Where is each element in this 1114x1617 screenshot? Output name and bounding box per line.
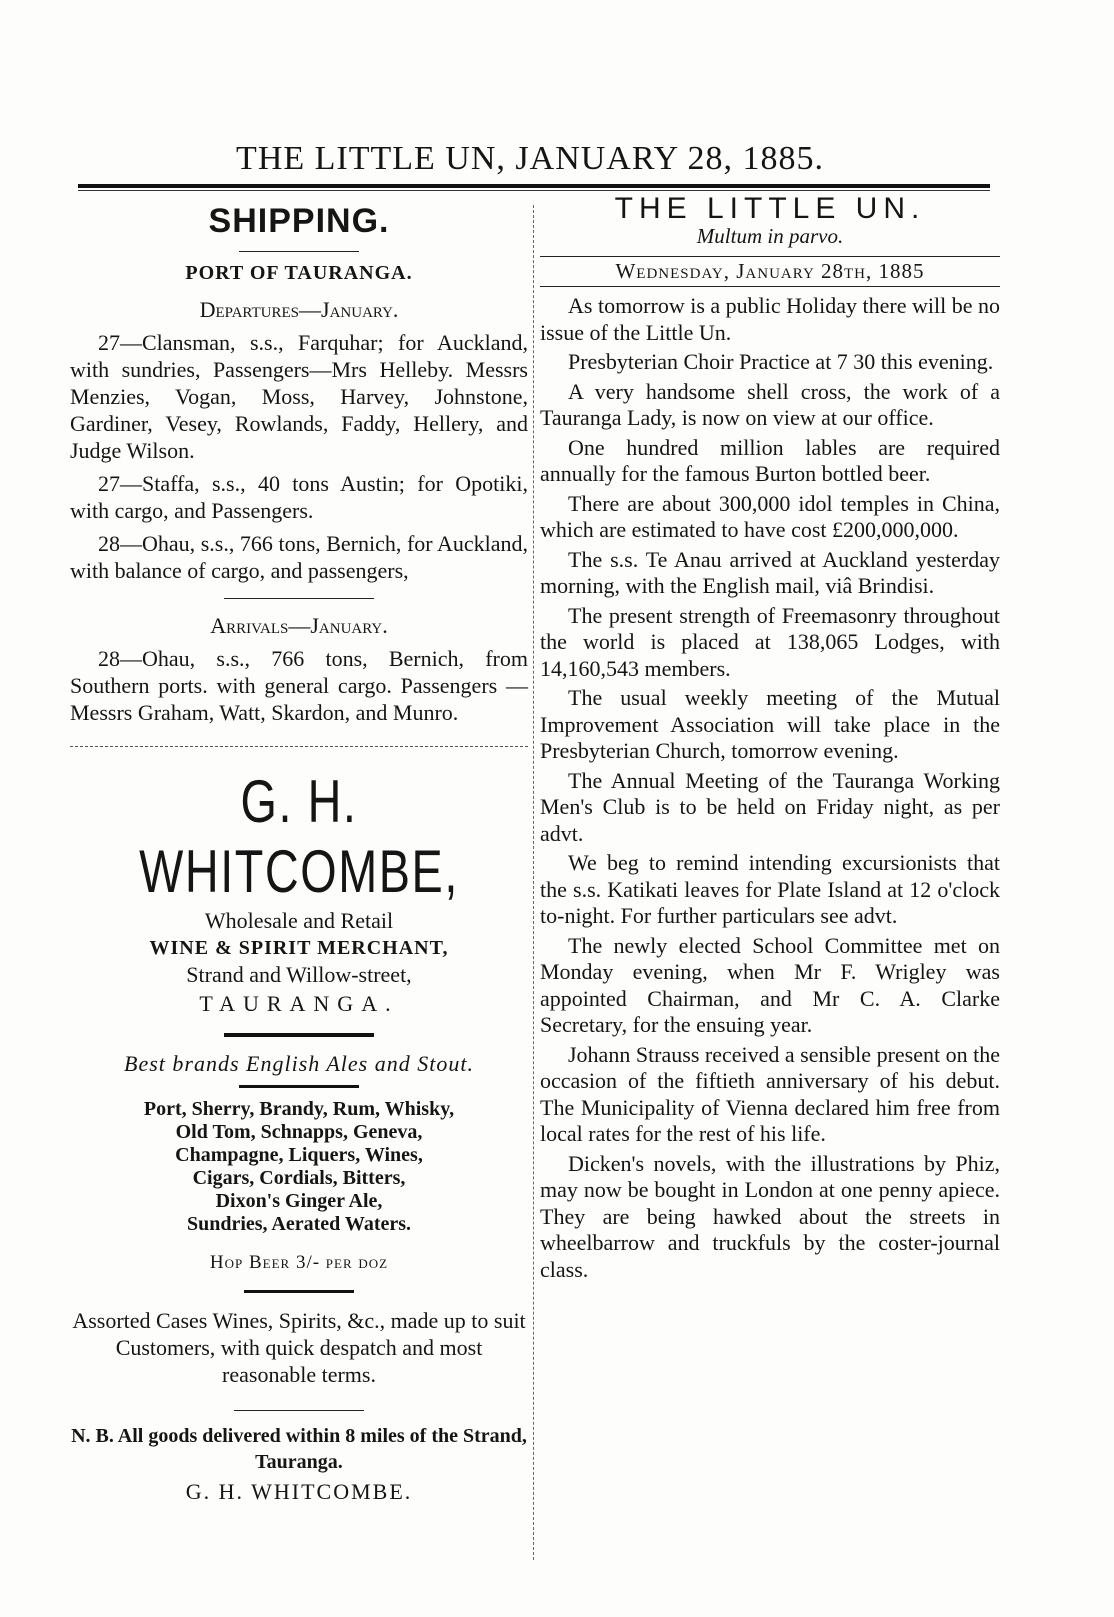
advert-line2: WINE & SPIRIT MERCHANT, xyxy=(149,937,449,959)
port-heading: PORT OF TAURANGA. xyxy=(185,262,413,284)
product-line: Champagne, Liquers, Wines, xyxy=(175,1144,423,1166)
section-divider xyxy=(70,746,528,747)
masthead-rule-thin xyxy=(78,190,990,191)
advert-line1: Wholesale and Retail xyxy=(204,908,394,933)
product-list xyxy=(70,1098,528,1236)
divider xyxy=(234,1410,364,1411)
product-line: Port, Sherry, Brandy, Rum, Whisky, xyxy=(143,1098,455,1120)
news-title: THE LITTLE UN. xyxy=(614,192,926,225)
left-column xyxy=(70,198,528,1505)
advert-line4: TAURANGA. xyxy=(199,991,399,1016)
right-column xyxy=(540,192,1000,1286)
whitcombe-advert xyxy=(70,767,528,1505)
product-line: Old Tom, Schnapps, Geneva, xyxy=(175,1121,423,1143)
news-item: The s.s. Te Anau arrived at Auckland yesterday morning, with the English mail, viâ Brindisi. xyxy=(540,546,1000,598)
news-item: One hundred million lables are required annually for the famous Burton bottled beer. xyxy=(540,434,1000,486)
news-item: The newly elected School Committee met on Monday evening, when Mr F. Wrigley was appointed Chairman, and Mr C. A. Clarke Secretary, for the ensuing year. xyxy=(540,932,1000,1037)
column-divider xyxy=(533,205,535,1560)
divider xyxy=(224,598,374,599)
news-item: We beg to remind intending excursionists that the s.s. Katikati leaves for Plate Island at 12 o'clock to-night. For further particulars see advt. xyxy=(540,850,1000,928)
advert-name: G. H. WHITCOMBE, xyxy=(139,768,459,905)
shipping-heading: SHIPPING. xyxy=(208,202,390,240)
departure-entry: 28—Ohau, s.s., 766 tons, Bernich, for Auckland, with balance of cargo, and passengers, xyxy=(70,531,528,583)
advert-signature: G. H. WHITCOMBE. xyxy=(185,1479,413,1504)
hop-beer-price: Hop Beer 3/- per doz xyxy=(209,1252,389,1273)
departure-entry: 27—Clansman, s.s., Farquhar; for Auckland, with sundries, Passengers—Mrs Helleby. Messrs Menzies, Vogan, Moss, Harvey, Johnstone, Gardiner, Vesey, Rowlands, Faddy, Hellery, and Judge Wilson. xyxy=(70,330,528,463)
news-item: A very handsome shell cross, the work of a Tauranga Lady, is now on view at our office. xyxy=(540,378,1000,430)
product-line: Cigars, Cordials, Bitters, xyxy=(192,1167,406,1189)
arrival-entry: 28—Ohau, s.s., 766 tons, Bernich, from Southern ports. with general cargo. Passengers — Messrs Graham, Watt, Skardon, and Munro. xyxy=(70,646,528,725)
advert-tagline: Best brands English Ales and Stout. xyxy=(124,1051,474,1076)
product-line: Sundries, Aerated Waters. xyxy=(186,1213,412,1235)
divider xyxy=(239,251,359,252)
news-item: Johann Strauss received a sensible present on the occasion of the fiftieth anniversary of his debut. The Municipality of Vienna declared him free from local rates for the rest of his life. xyxy=(540,1041,1000,1146)
departure-entry: 27—Staffa, s.s., 40 tons Austin; for Opotiki, with cargo, and Passengers. xyxy=(70,471,528,523)
product-line: Dixon's Ginger Ale, xyxy=(215,1190,383,1212)
news-item: The present strength of Freemasonry throughout the world is placed at 138,065 Lodges, with 14,160,543 members. xyxy=(540,602,1000,681)
news-motto: Multum in parvo. xyxy=(696,224,844,248)
departures-heading: Departures—January. xyxy=(199,297,399,322)
news-item: Dicken's novels, with the illustrations by Phiz, may now be bought in London at one penny apiece. They are being hawked about the streets in wheelbarrow and truckfuls by the coster-journal class. xyxy=(540,1150,1000,1282)
advert-bar xyxy=(224,1033,374,1037)
advert-assorted: Assorted Cases Wines, Spirits, &c., made up to suit Customers, with quick despatch and most reasonable terms. xyxy=(72,1308,526,1387)
news-item: The Annual Meeting of the Tauranga Working Men's Club is to be held on Friday night, as per advt. xyxy=(540,767,1000,846)
advert-nb: N. B. All goods delivered within 8 miles of the Strand, Tauranga. xyxy=(71,1425,527,1473)
advert-bar xyxy=(239,1085,359,1088)
news-item: Presbyterian Choir Practice at 7 30 this evening. xyxy=(568,349,994,374)
masthead-rule xyxy=(78,184,990,188)
news-item: As tomorrow is a public Holiday there will be no issue of the Little Un. xyxy=(540,293,1000,345)
news-date: Wednesday, January 28th, 1885 xyxy=(540,256,1000,287)
news-item: The usual weekly meeting of the Mutual Improvement Association will take place in the Presbyterian Church, tomorrow evening. xyxy=(540,685,1000,763)
arrivals-heading: Arrivals—January. xyxy=(210,613,388,638)
advert-bar xyxy=(244,1290,354,1293)
masthead-title: THE LITTLE UN, JANUARY 28, 1885. xyxy=(236,140,824,177)
advert-line3: Strand and Willow-street, xyxy=(186,962,412,987)
news-item: There are about 300,000 idol temples in China, which are estimated to have cost £200,000,000. xyxy=(540,490,1000,542)
